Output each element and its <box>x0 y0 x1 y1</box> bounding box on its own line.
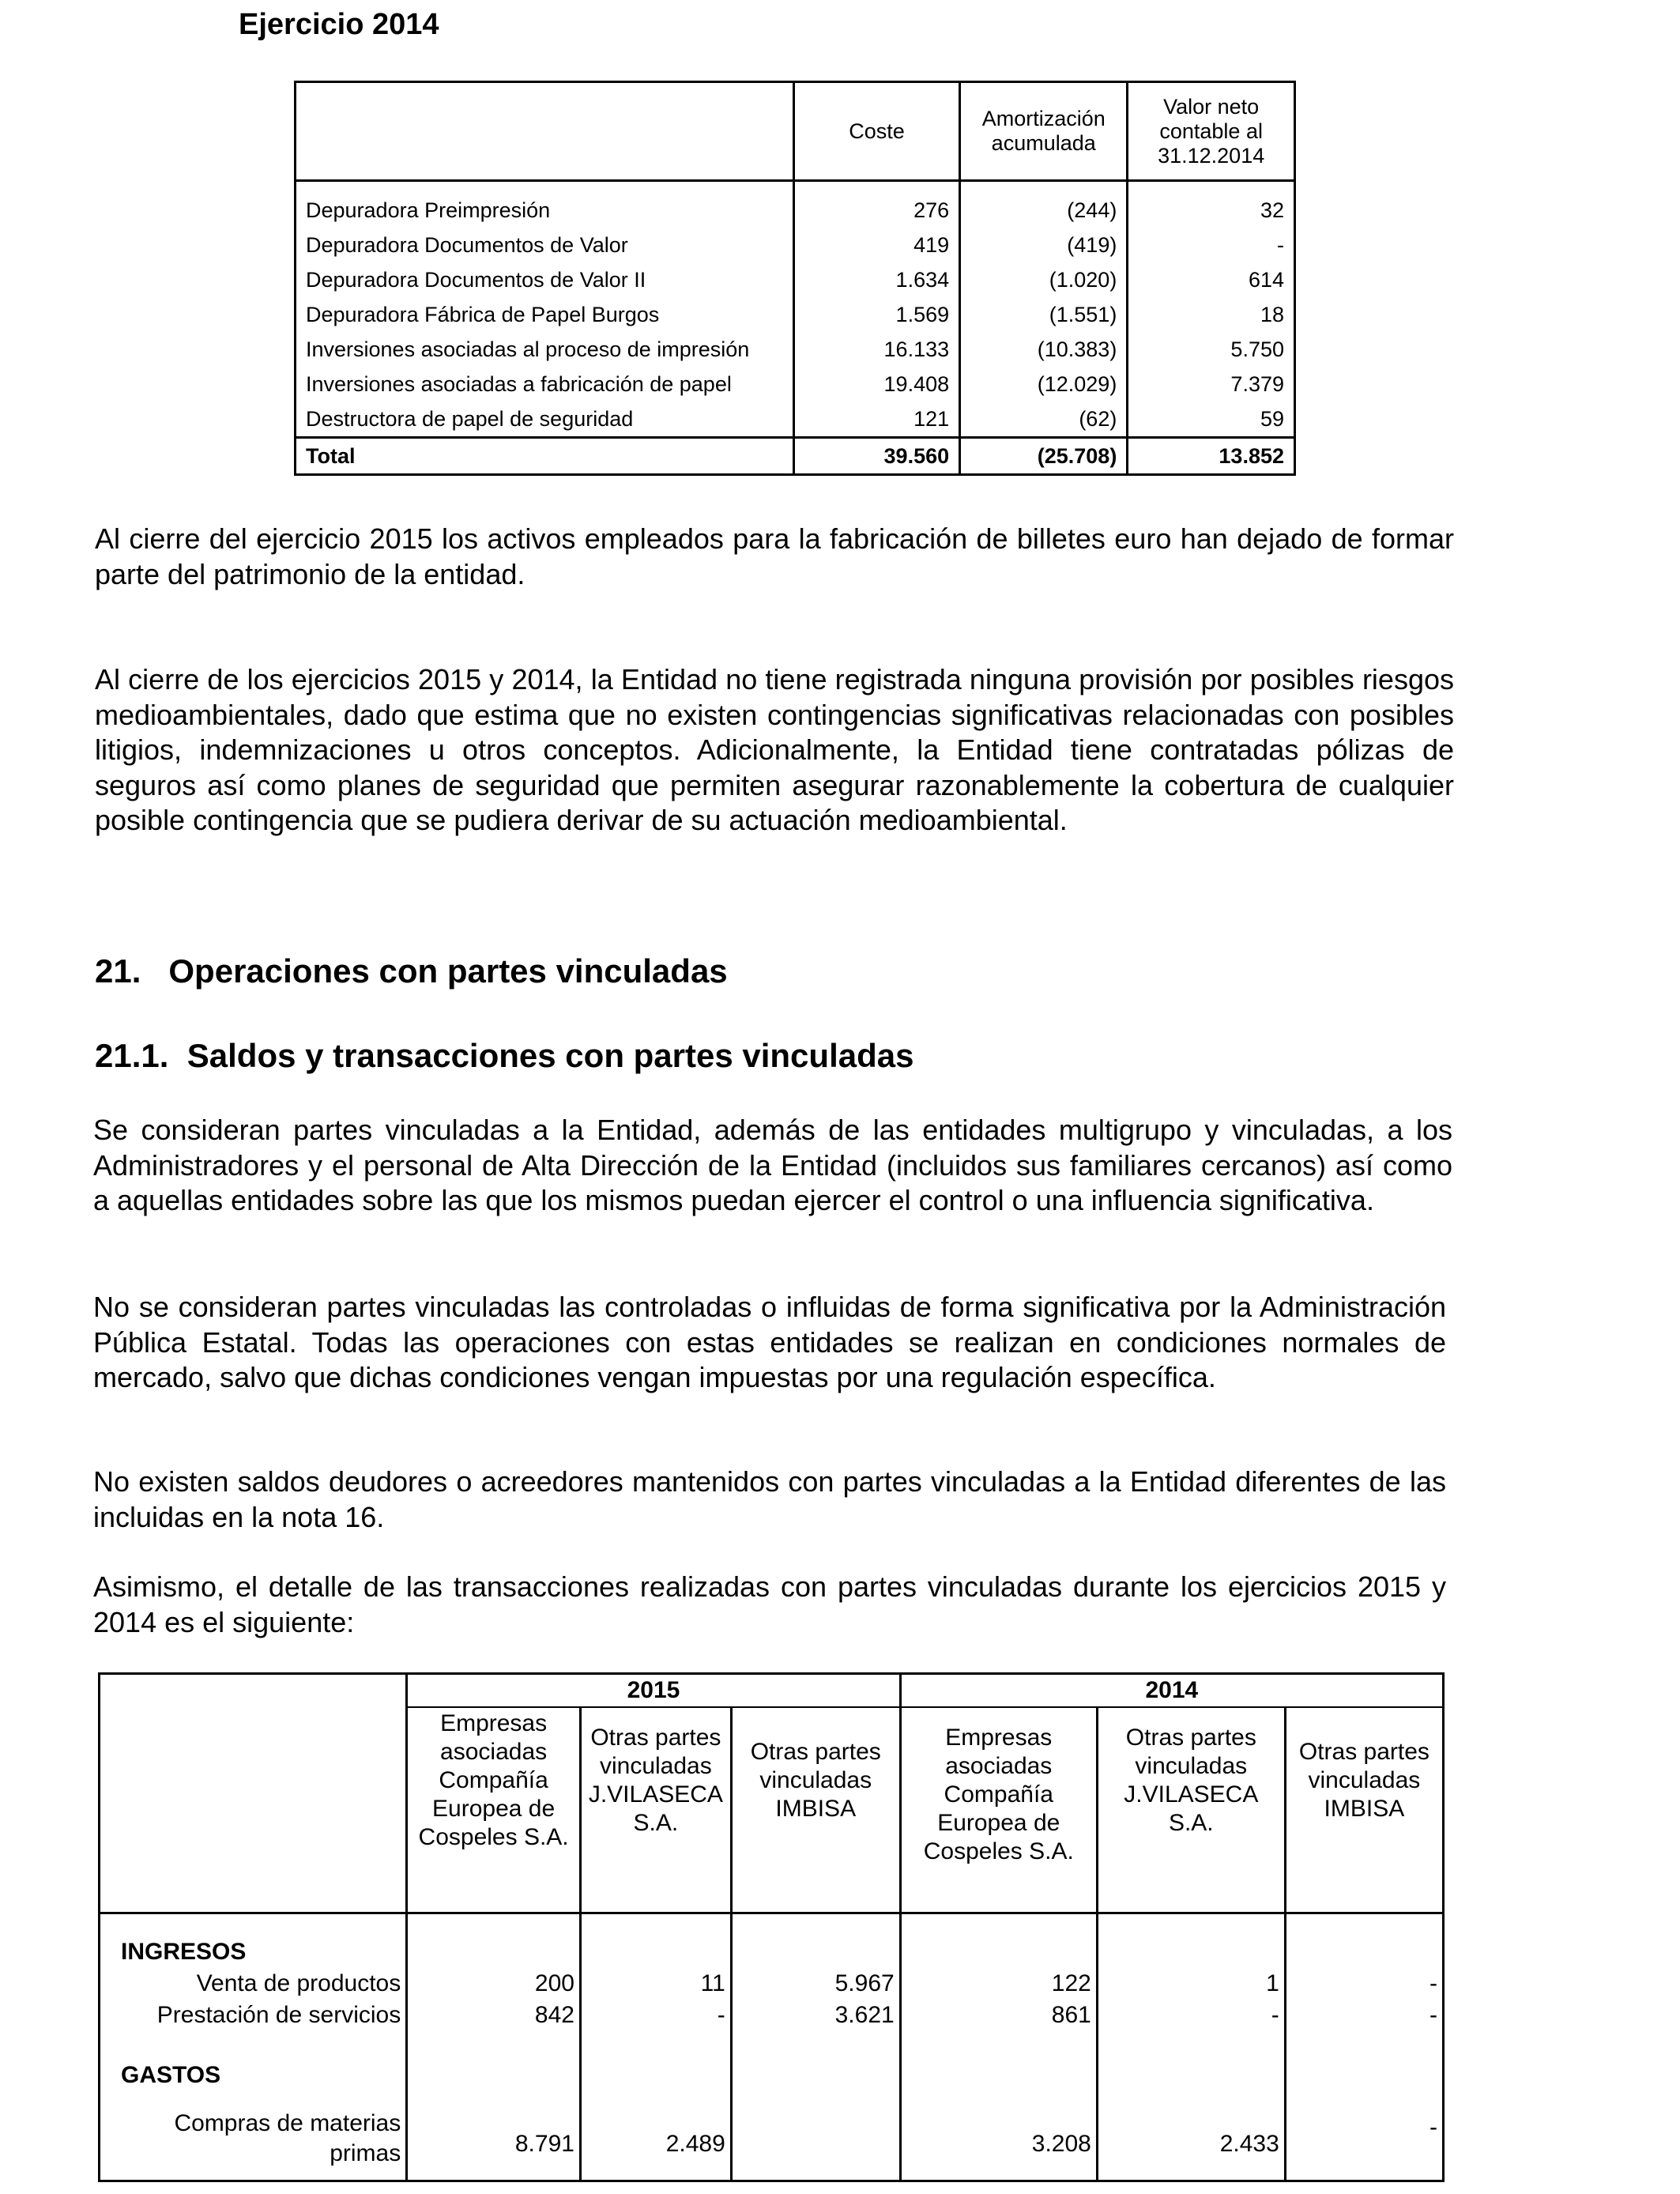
table-row <box>296 181 1295 228</box>
cell-venta-vilaseca-2015: 11 <box>580 1968 731 2000</box>
header-cell-valor-neto: Valor neto contable al 31.12.2014 <box>1128 82 1295 181</box>
cell-venta-imbisa-2014: - <box>1285 1968 1443 2000</box>
cell-coste: 419 <box>793 228 959 262</box>
header-imbisa-2014: Otras partes vinculadas IMBISA <box>1285 1707 1443 1913</box>
row-label: Depuradora Preimpresión <box>296 181 794 228</box>
spacer-row <box>100 2031 1444 2060</box>
cell-valor-neto: 5.750 <box>1128 332 1295 367</box>
row-label: Destructora de papel de seguridad <box>296 401 794 438</box>
header-cell-blank <box>100 1674 407 1913</box>
header-cell-amortizacion: Amortización acumulada <box>960 82 1128 181</box>
cell-valor-neto: 32 <box>1128 181 1295 228</box>
table-header-row <box>296 82 1295 181</box>
cell-venta-cospeles-2014: 122 <box>900 1968 1097 2000</box>
cell-amortizacion: (419) <box>960 228 1128 262</box>
header-year-2015: 2015 <box>407 1674 900 1708</box>
cell-compras-imbisa-2014: - <box>1285 2109 1443 2181</box>
row-label: Depuradora Documentos de Valor <box>296 228 794 262</box>
year-header-row <box>100 1674 1444 1708</box>
total-valor-neto: 13.852 <box>1128 438 1295 475</box>
table-row <box>296 262 1295 297</box>
paragraph-billetes-euro: Al cierre del ejercicio 2015 los activos empleados para la fabricación de billetes euro han dejado de formar parte del patrimonio de la entidad. <box>95 522 1454 590</box>
cell-venta-imbisa-2015: 5.967 <box>731 1968 900 2000</box>
header-vilaseca-2015: Otras partes vinculadas J.VILASECA S.A. <box>580 1707 731 1913</box>
cell-valor-neto: 59 <box>1128 401 1295 438</box>
cell-coste: 1.634 <box>793 262 959 297</box>
paragraph-saldos: No existen saldos deudores o acreedores mantenidos con partes vinculadas a la Entidad diferentes de las incluidas en la nota 16. <box>93 1465 1446 1533</box>
cell-amortizacion: (10.383) <box>960 332 1128 367</box>
paragraph-partes-vinculadas: Se consideran partes vinculadas a la Entidad, además de las entidades multigrupo y vinculadas, a los Administradores y el personal de Alta Dirección de la Entidad (incluidos sus familiares cercanos) así como a aquellas entidades sobre las que los mismos puedan ejercer el control o una influencia significativa. <box>93 1114 1452 1216</box>
table-row <box>296 401 1295 438</box>
header-cospeles-2015: Empresas asociadas Compañía Europea de Cospeles S.A. <box>407 1707 581 1913</box>
cell-valor-neto: 18 <box>1128 297 1295 332</box>
header-cell-blank <box>296 82 794 181</box>
ingresos-row <box>100 1936 1444 1968</box>
cell-valor-neto: 7.379 <box>1128 367 1295 401</box>
ingresos-label: INGRESOS <box>100 1936 407 1968</box>
related-party-transactions-table <box>98 1672 1445 2182</box>
cell-compras-cospeles-2015: 8.791 <box>407 2109 581 2181</box>
cell-prestacion-vilaseca-2014: - <box>1097 2000 1285 2031</box>
cell-prestacion-imbisa-2015: 3.621 <box>731 2000 900 2031</box>
table-row <box>296 228 1295 262</box>
paragraph-no-vinculadas: No se consideran partes vinculadas las controladas o influidas de forma significativa por la Administración Pública Estatal. Todas las operaciones con estas entidades se realizan en condiciones normales de mercado, salvo que dichas condiciones vengan impuestas por una regulación específica. <box>93 1291 1446 1393</box>
table-row <box>100 2000 1444 2031</box>
table-row <box>100 2109 1444 2181</box>
total-label: Total <box>296 438 794 475</box>
cell-coste: 16.133 <box>793 332 959 367</box>
row-label-prestacion: Prestación de servicios <box>100 2000 407 2031</box>
gastos-label: GASTOS <box>100 2060 407 2091</box>
header-vilaseca-2014: Otras partes vinculadas J.VILASECA S.A. <box>1097 1707 1285 1913</box>
row-label: Depuradora Documentos de Valor II <box>296 262 794 297</box>
cell-coste: 276 <box>793 181 959 228</box>
table-row <box>296 297 1295 332</box>
row-label: Inversiones asociadas al proceso de impresión <box>296 332 794 367</box>
cell-venta-cospeles-2015: 200 <box>407 1968 581 2000</box>
total-amortizacion: (25.708) <box>960 438 1128 475</box>
header-cospeles-2014: Empresas asociadas Compañía Europea de Cospeles S.A. <box>900 1707 1097 1913</box>
spacer-row <box>100 2091 1444 2109</box>
row-label: Depuradora Fábrica de Papel Burgos <box>296 297 794 332</box>
cell-coste: 1.569 <box>793 297 959 332</box>
cell-coste: 121 <box>793 401 959 438</box>
cell-compras-vilaseca-2015: 2.489 <box>580 2109 731 2181</box>
table-row <box>296 332 1295 367</box>
cell-venta-vilaseca-2014: 1 <box>1097 1968 1285 2000</box>
total-row <box>296 438 1295 475</box>
table-row <box>100 1968 1444 2000</box>
section-heading: 21. Operaciones con partes vinculadas <box>95 952 728 990</box>
cell-compras-vilaseca-2014: 2.433 <box>1097 2109 1285 2181</box>
subsection-heading: 21.1. Saldos y transacciones con partes vinculadas <box>95 1037 914 1074</box>
spacer-row <box>100 1913 1444 1937</box>
row-label-venta: Venta de productos <box>100 1968 407 2000</box>
cell-prestacion-vilaseca-2015: - <box>580 2000 731 2031</box>
cell-prestacion-cospeles-2015: 842 <box>407 2000 581 2031</box>
cell-valor-neto: 614 <box>1128 262 1295 297</box>
header-imbisa-2015: Otras partes vinculadas IMBISA <box>731 1707 900 1913</box>
section-title-2014: Ejercicio 2014 <box>239 8 439 41</box>
cell-valor-neto: - <box>1128 228 1295 262</box>
paragraph-transacciones: Asimismo, el detalle de las transacciones realizadas con partes vinculadas durante los ejercicios 2015 y 2014 es el siguiente: <box>93 1570 1446 1638</box>
cell-amortizacion: (1.551) <box>960 297 1128 332</box>
cell-amortizacion: (1.020) <box>960 262 1128 297</box>
row-label-compras: Compras de materias primas <box>100 2109 407 2181</box>
header-year-2014: 2014 <box>900 1674 1443 1708</box>
cell-compras-cospeles-2014: 3.208 <box>900 2109 1097 2181</box>
cell-compras-imbisa-2015 <box>731 2109 900 2181</box>
row-label: Inversiones asociadas a fabricación de papel <box>296 367 794 401</box>
cell-prestacion-imbisa-2014: - <box>1285 2000 1443 2031</box>
total-coste: 39.560 <box>793 438 959 475</box>
gastos-row <box>100 2060 1444 2091</box>
cell-amortizacion: (12.029) <box>960 367 1128 401</box>
cell-amortizacion: (244) <box>960 181 1128 228</box>
cell-prestacion-cospeles-2014: 861 <box>900 2000 1097 2031</box>
cell-amortizacion: (62) <box>960 401 1128 438</box>
fixed-assets-table-2014 <box>294 81 1296 476</box>
header-cell-coste: Coste <box>793 82 959 181</box>
paragraph-medioambiental: Al cierre de los ejercicios 2015 y 2014, la Entidad no tiene registrada ninguna provisión por posibles riesgos medioambientales, dado que estima que no existen contingencias significativas relacionadas con posibles litigios, indemnizaciones u otros conceptos. Adicionalmente, la Entidad tiene contratadas pólizas de seguros así como planes de seguridad que permiten asegurar razonablemente la cobertura de cualquier posible contingencia que se pudiera derivar de su actuación medioambiental. <box>95 663 1454 836</box>
cell-coste: 19.408 <box>793 367 959 401</box>
table-row <box>296 367 1295 401</box>
